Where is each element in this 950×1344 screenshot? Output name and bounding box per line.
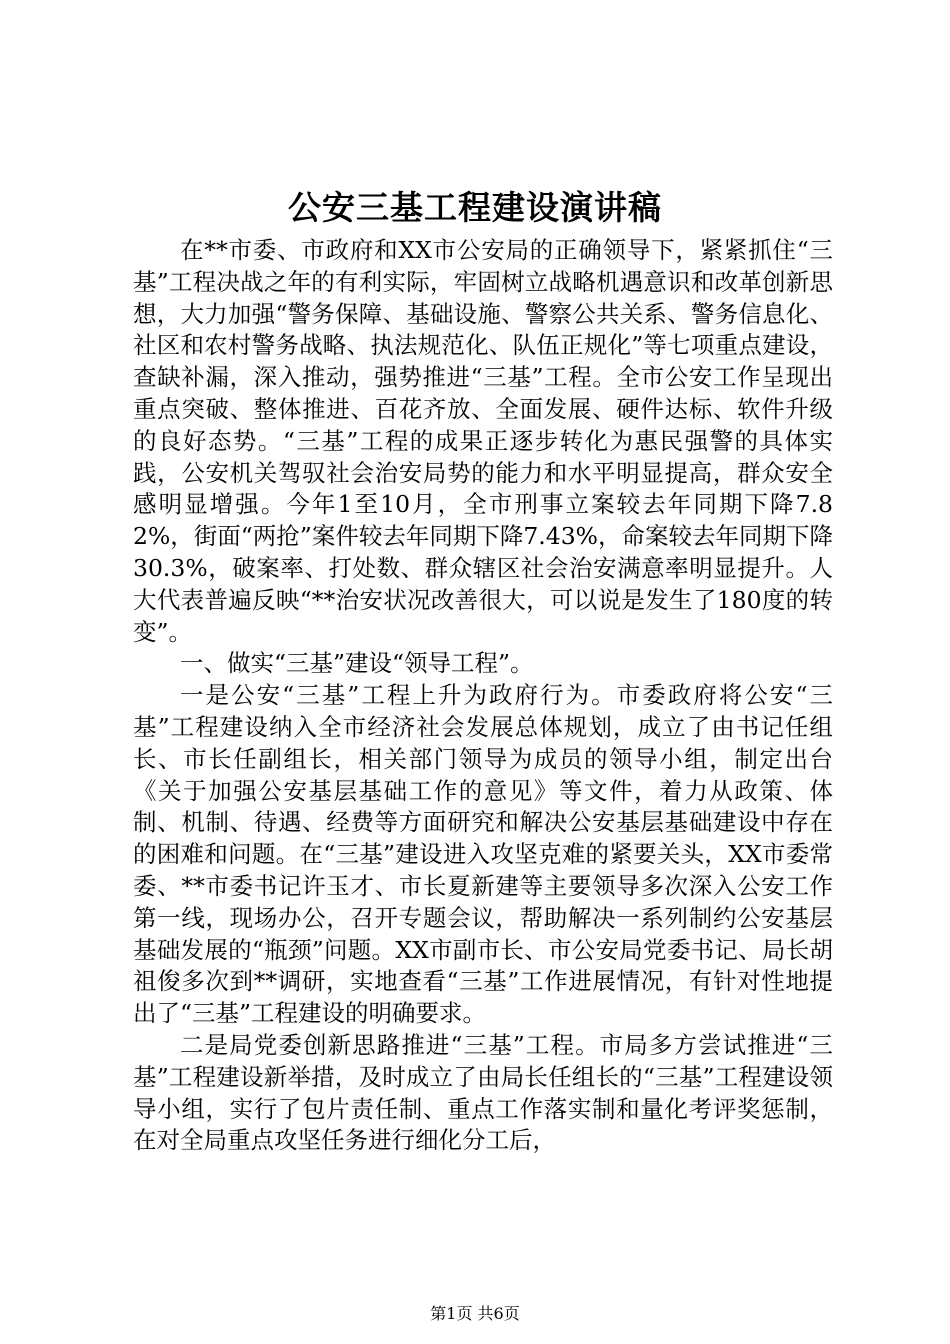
document-title: 公安三基工程建设演讲稿	[288, 188, 662, 227]
document-body	[133, 235, 833, 1157]
paragraph-point-one: 一是公安“三基”工程上升为政府行为。市委政府将公安“三基”工程建设纳入全市经济社会发展总体规划，成立了由书记任组长、市长任副组长，相关部门领导为成员的领导小组，制定出台《关于加强公安基层基础工作的意见》等文件，着力从政策、体制、机制、待遇、经费等方面研究和解决公安基层基础建设中存在的困难和问题。在“三基”建设进入攻坚克难的紧要关头，XX市委常委、**市委书记许玉才、市长夏新建等主要领导多次深入公安工作第一线，现场办公，召开专题会议，帮助解决一系列制约公安基层基础发展的“瓶颈”问题。XX市副市长、市公安局党委书记、局长胡祖俊多次到**调研，实地查看“三基”工作进展情况，有针对性地提出了“三基”工程建设的明确要求。	[133, 681, 833, 1028]
page-number: 第1页 共6页	[430, 1304, 520, 1323]
section-heading-leadership: 一、做实“三基”建设“领导工程”。	[180, 649, 534, 678]
page-footer	[0, 1304, 950, 1324]
paragraph-intro: 在**市委、市政府和XX市公安局的正确领导下，紧紧抓住“三基”工程决战之年的有利实际，牢固树立战略机遇意识和改革创新思想，大力加强“警务保障、基础设施、警察公共关系、警务信息化、社区和农村警务战略、执法规范化、队伍正规化”等七项重点建设，查缺补漏，深入推动，强势推进“三基”工程。全市公安工作呈现出重点突破、整体推进、百花齐放、全面发展、硬件达标、软件升级的良好态势。“三基”工程的成果正逐步转化为惠民强警的具体实践，公安机关驾驭社会治安局势的能力和水平明显提高，群众安全感明显增强。今年1至10月，全市刑事立案较去年同期下降7.82%，街面“两抢”案件较去年同期下降7.43%，命案较去年同期下降30.3%，破案率、打处数、群众辖区社会治安满意率明显提升。人大代表普遍反映“**治安状况改善很大，可以说是发生了180度的转变”。	[133, 236, 833, 646]
paragraph-point-two: 二是局党委创新思路推进“三基”工程。市局多方尝试推进“三基”工程建设新举措，及时成立了由局长任组长的“三基”工程建设领导小组，实行了包片责任制、重点工作落实制和量化考评奖惩制，在对全局重点攻坚任务进行细化分工后，	[133, 1030, 833, 1155]
